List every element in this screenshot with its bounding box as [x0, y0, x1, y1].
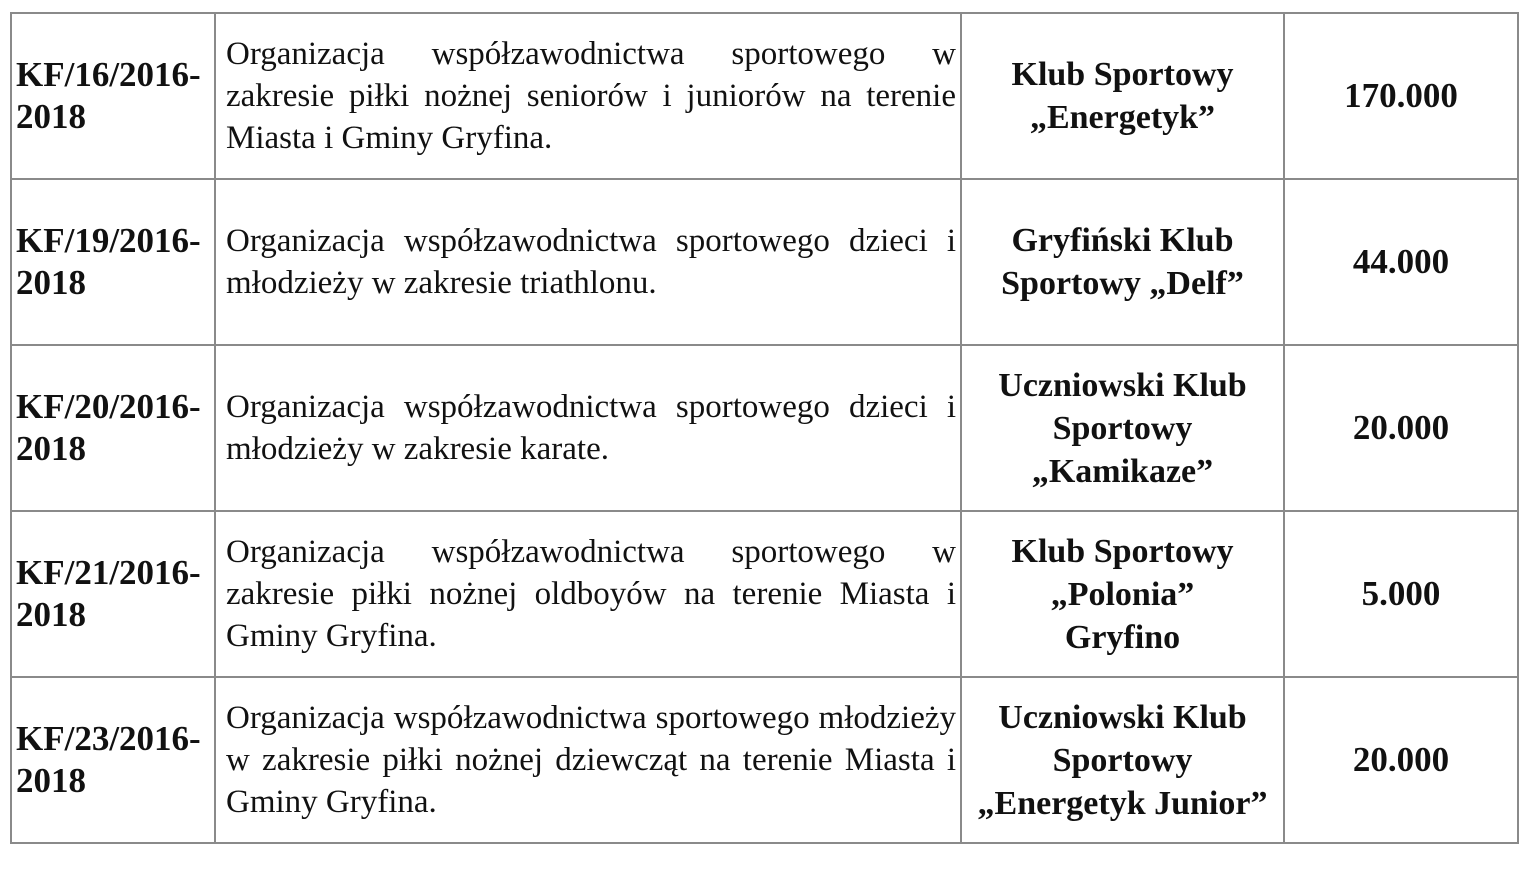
task-code-cell — [11, 345, 215, 511]
table-row — [11, 345, 1518, 511]
organization-line: „Polonia” — [1050, 575, 1195, 613]
task-code-cell — [11, 13, 215, 179]
task-description: Organizacja współzawodnictwa sportowego dzieci i młodzieży w zakresie karate. — [215, 345, 961, 511]
organization-line: „Energetyk” — [1029, 99, 1216, 136]
task-code-line: KF/23/2016- — [16, 719, 201, 758]
organization-cell — [961, 345, 1284, 511]
organization-line: Gryfiński Klub — [1011, 222, 1234, 259]
table-row — [11, 13, 1518, 179]
organization-line: „Energetyk Junior” — [977, 784, 1268, 822]
task-code-line: KF/16/2016- — [16, 55, 201, 94]
task-code-line: KF/19/2016- — [16, 221, 201, 260]
organization-line: Sportowy — [1052, 409, 1193, 447]
task-code-line: 2018 — [16, 97, 86, 136]
table-row — [11, 677, 1518, 843]
organization-cell — [961, 13, 1284, 179]
organization-line: Klub Sportowy — [1011, 532, 1234, 570]
grant-amount: 170.000 — [1284, 13, 1518, 179]
task-description: Organizacja współzawodnictwa sportowego dzieci i młodzieży w zakresie triathlonu. — [215, 179, 961, 345]
table-row — [11, 179, 1518, 345]
task-code-line: 2018 — [16, 595, 86, 634]
task-code-line: 2018 — [16, 429, 86, 468]
task-description: Organizacja współzawodnictwa sportowego młodzieży w zakresie piłki nożnej dziewcząt na terenie Miasta i Gminy Gryfina. — [215, 677, 961, 843]
task-code-cell — [11, 677, 215, 843]
task-description: Organizacja współzawodnictwa sportowego w zakresie piłki nożnej seniorów i juniorów na terenie Miasta i Gminy Gryfina. — [215, 13, 961, 179]
grant-amount: 5.000 — [1284, 511, 1518, 677]
task-code-cell — [11, 179, 215, 345]
task-description: Organizacja współzawodnictwa sportowego w zakresie piłki nożnej oldboyów na terenie Miasta i Gminy Gryfina. — [215, 511, 961, 677]
organization-line: Uczniowski Klub — [998, 698, 1247, 736]
organization-line: Gryfino — [1064, 618, 1181, 656]
grant-amount: 20.000 — [1284, 677, 1518, 843]
organization-cell — [961, 677, 1284, 843]
task-code-line: 2018 — [16, 263, 86, 302]
task-code-line: 2018 — [16, 761, 86, 800]
organization-cell — [961, 511, 1284, 677]
organization-line: Uczniowski Klub — [998, 366, 1247, 404]
task-code-line: KF/21/2016- — [16, 553, 201, 592]
organization-line: Sportowy — [1052, 741, 1193, 779]
organization-line: Klub Sportowy — [1011, 56, 1234, 93]
task-code-cell — [11, 511, 215, 677]
table-row — [11, 511, 1518, 677]
organization-cell — [961, 179, 1284, 345]
organization-line: Sportowy „Delf” — [1001, 265, 1244, 302]
organization-line: „Kamikaze” — [1031, 452, 1214, 490]
grant-amount: 44.000 — [1284, 179, 1518, 345]
grant-amount: 20.000 — [1284, 345, 1518, 511]
task-code-line: KF/20/2016- — [16, 387, 201, 426]
grants-table — [10, 12, 1519, 844]
